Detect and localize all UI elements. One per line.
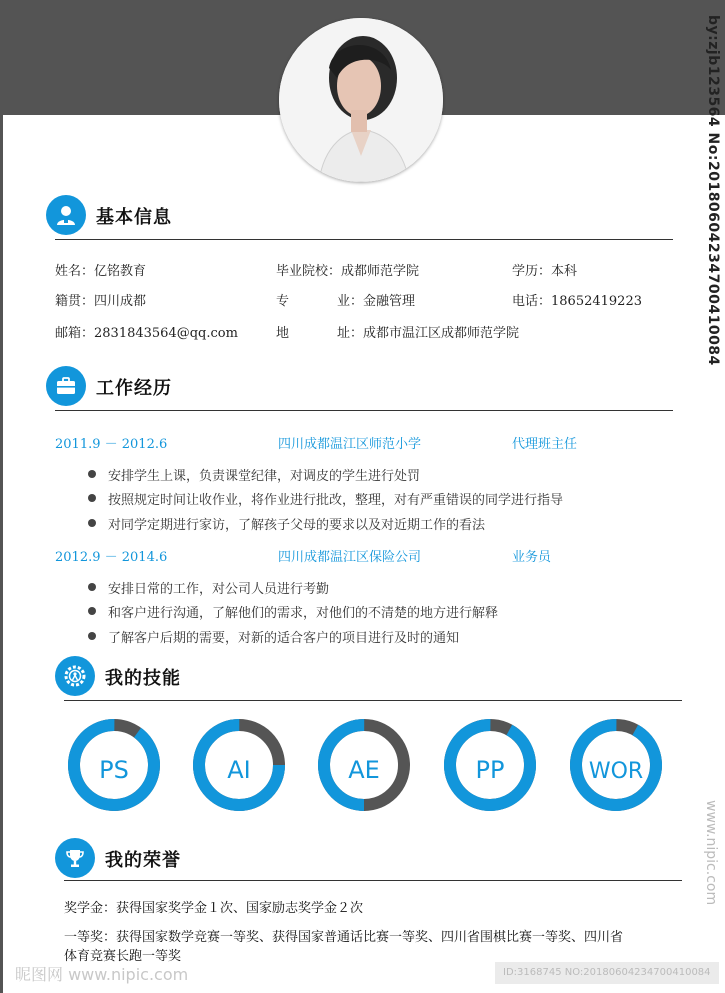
left-border [0, 115, 3, 993]
section-title: 我的技能 [105, 668, 181, 689]
bullet-icon [88, 607, 96, 615]
job-period: 2012.9 － 2014.6 [55, 550, 168, 565]
bullet-icon [88, 583, 96, 591]
skill-label: PS [99, 756, 129, 784]
trophy-icon [55, 838, 95, 878]
skill-label: AE [348, 756, 380, 784]
profile-photo [279, 18, 443, 182]
skills-chart [0, 715, 725, 815]
section-title: 基本信息 [96, 207, 172, 228]
section-divider [55, 410, 673, 411]
job-company: 四川成都温江区保险公司 [278, 550, 422, 565]
watermark-footer: ID:3168745 NO:20180604234700410084 [495, 962, 719, 984]
skill-label: AI [227, 756, 251, 784]
briefcase-icon [46, 366, 86, 406]
job-period: 2011.9 － 2012.6 [55, 437, 168, 452]
honor-first-prize-cont: 体育竞赛长跑一等奖 [64, 949, 182, 964]
gear-icon [55, 656, 95, 696]
section-honors [55, 838, 685, 882]
section-basic-info [46, 195, 676, 239]
job-title: 业务员 [512, 550, 552, 565]
section-divider [64, 880, 682, 881]
honor-scholarship: 奖学金：获得国家奖学金１次、国家励志奖学金２次 [64, 901, 364, 916]
watermark-id: by:zjb123564 No:20180604234700410084 [705, 15, 721, 366]
bullet-icon [88, 470, 96, 478]
info-name: 姓名：亿铭教育 [55, 264, 147, 279]
section-work [46, 366, 676, 410]
skill-label: WOR [588, 759, 644, 784]
job-title: 代理班主任 [512, 437, 578, 452]
section-title: 我的荣誉 [105, 850, 181, 871]
info-email: 邮箱：2831843564@qq.com [55, 326, 238, 341]
info-school: 毕业院校：成都师范学院 [276, 264, 420, 279]
section-title: 工作经历 [96, 378, 172, 399]
bullet-icon [88, 519, 96, 527]
info-major: 专 业：金融管理 [276, 294, 416, 309]
job-company: 四川成都温江区师范小学 [278, 437, 422, 452]
section-divider [64, 700, 682, 701]
user-icon [46, 195, 86, 235]
info-address: 地 址：成都市温江区成都师范学院 [276, 326, 520, 341]
info-degree: 学历：本科 [512, 264, 578, 279]
bullet-icon [88, 632, 96, 640]
info-phone: 电话：18652419223 [512, 294, 642, 309]
bullet-icon [88, 494, 96, 502]
skill-label: PP [475, 756, 505, 784]
section-divider [55, 239, 673, 240]
watermark-site: www.nipic.com [703, 800, 719, 906]
honor-first-prize: 一等奖：获得国家数学竞赛一等奖、获得国家普通话比赛一等奖、四川省围棋比赛一等奖、四川省 [64, 930, 624, 945]
watermark-logo: 昵图网 www.nipic.com [15, 965, 189, 984]
section-skills [55, 656, 685, 700]
info-origin: 籍贯：四川成都 [55, 294, 147, 309]
